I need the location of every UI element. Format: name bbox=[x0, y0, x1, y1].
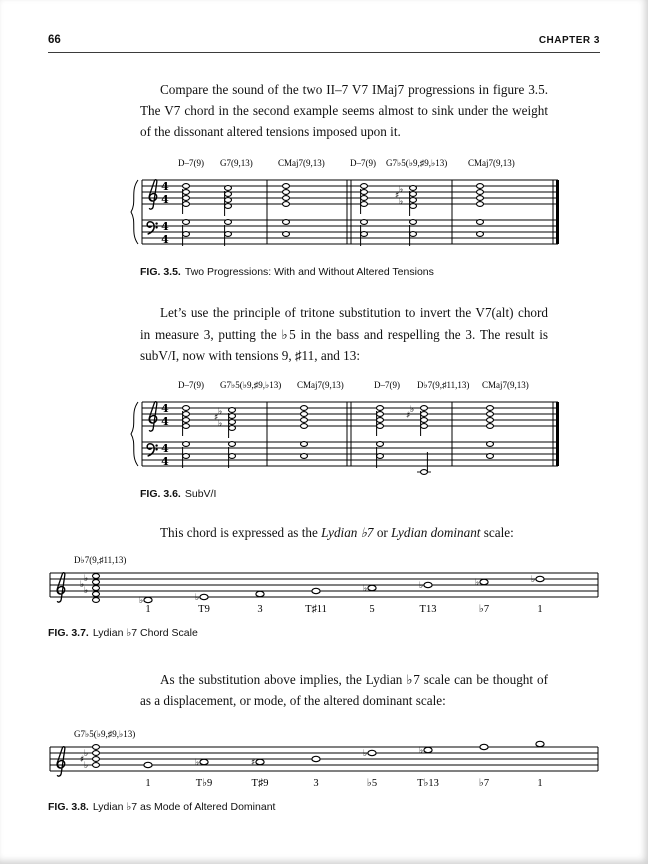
svg-text:♭: ♭ bbox=[363, 583, 368, 594]
chord-symbol: G7♭5(♭9,♯9,♭13) bbox=[220, 379, 282, 390]
treble-clef bbox=[149, 401, 157, 430]
svg-text:♯: ♯ bbox=[406, 410, 411, 421]
svg-text:♭: ♭ bbox=[218, 406, 223, 417]
term-lydian-dominant: Lydian dominant bbox=[391, 524, 481, 540]
chord-symbol: CMaj7(9,13) bbox=[482, 379, 529, 390]
svg-text:T♭13: T♭13 bbox=[417, 778, 439, 790]
svg-text:♭: ♭ bbox=[84, 573, 89, 584]
svg-text:4: 4 bbox=[161, 180, 169, 194]
chord-symbol: D–7(9) bbox=[178, 379, 204, 390]
chord-symbol: D♭7(9,♯11,13) bbox=[417, 379, 470, 390]
treble-clef bbox=[149, 180, 157, 209]
degree-labels bbox=[145, 603, 542, 615]
svg-text:T9: T9 bbox=[198, 603, 210, 615]
svg-text:4: 4 bbox=[161, 233, 169, 247]
svg-text:4: 4 bbox=[161, 414, 169, 428]
svg-text:♭: ♭ bbox=[419, 746, 424, 757]
fig37-notation bbox=[44, 553, 604, 617]
svg-text:T♯9: T♯9 bbox=[251, 778, 269, 790]
svg-text:♭: ♭ bbox=[363, 749, 368, 760]
figure-3-7 bbox=[44, 553, 648, 639]
fig38-notation bbox=[44, 727, 604, 791]
svg-text:T13: T13 bbox=[419, 603, 437, 615]
header-rule bbox=[48, 52, 600, 53]
svg-text:♭: ♭ bbox=[80, 579, 85, 590]
svg-text:♯: ♯ bbox=[80, 755, 85, 766]
paragraph-2: Let’s use the principle of tritone substitution to invert the V7(alt) chord in measure 3, putting the ♭5 in the bass and respelling the 3. The result is subV/I, now with tensions 9, ♯11, and 13: bbox=[140, 305, 548, 363]
svg-text:♭: ♭ bbox=[475, 577, 480, 588]
svg-text:♭7: ♭7 bbox=[478, 778, 490, 790]
chord-symbol: G7♭5(♭9,♯9,♭13) bbox=[386, 158, 448, 169]
chord-voicing bbox=[80, 745, 100, 771]
svg-text:♭: ♭ bbox=[419, 580, 424, 591]
chord-symbol: D–7(9) bbox=[374, 379, 400, 390]
chord-symbol: G7♭5(♭9,♯9,♭13) bbox=[74, 729, 136, 740]
svg-text:♭5: ♭5 bbox=[366, 778, 378, 790]
paragraph-3: This chord is expressed as the Lydian ♭7 or Lydian dominant scale: bbox=[160, 524, 514, 540]
grand-staff-brace bbox=[131, 402, 138, 466]
svg-text:1: 1 bbox=[145, 778, 151, 790]
svg-text:4: 4 bbox=[161, 193, 169, 207]
fig37-caption: FIG. 3.7. Lydian ♭7 Chord Scale bbox=[48, 626, 198, 639]
svg-text:4: 4 bbox=[161, 441, 169, 455]
svg-text:♭: ♭ bbox=[139, 595, 144, 606]
svg-text:♭: ♭ bbox=[218, 418, 223, 429]
chord-symbol: D♭7(9,♯11,13) bbox=[74, 554, 127, 565]
svg-text:♭: ♭ bbox=[84, 761, 89, 772]
svg-text:1: 1 bbox=[145, 603, 151, 615]
svg-text:♯: ♯ bbox=[395, 191, 400, 202]
fig35-caption: FIG. 3.5. Two Progressions: With and Without Altered Tensions bbox=[140, 266, 434, 279]
svg-text:1: 1 bbox=[537, 778, 543, 790]
chord-symbol: D–7(9) bbox=[178, 158, 204, 169]
page-header bbox=[48, 34, 600, 46]
chord-symbol: CMaj7(9,13) bbox=[297, 379, 344, 390]
chord-symbol: CMaj7(9,13) bbox=[468, 158, 515, 169]
svg-text:3: 3 bbox=[257, 603, 263, 615]
paragraph-4: As the substitution above implies, the Lydian ♭7 scale can be thought of as a displacement, or mode, of the altered dominant scale: bbox=[140, 671, 548, 708]
scale-notes bbox=[144, 741, 544, 768]
svg-text:4: 4 bbox=[161, 454, 169, 468]
chord-voicing bbox=[80, 573, 100, 602]
fig36-caption: FIG. 3.6. SubV/I bbox=[140, 487, 217, 500]
treble-clef bbox=[57, 573, 65, 602]
svg-text:4: 4 bbox=[161, 220, 169, 234]
svg-text:♭: ♭ bbox=[410, 404, 415, 415]
svg-text:♯: ♯ bbox=[251, 758, 256, 769]
svg-text:♭7: ♭7 bbox=[478, 603, 490, 615]
svg-text:♭: ♭ bbox=[531, 574, 536, 585]
degree-labels bbox=[145, 777, 542, 789]
svg-text:5: 5 bbox=[369, 603, 375, 615]
chord-symbol: G7(9,13) bbox=[220, 158, 253, 169]
fig36-notation bbox=[128, 378, 568, 478]
svg-text:♭: ♭ bbox=[399, 197, 404, 208]
figure-3-5 bbox=[128, 156, 648, 278]
chord-symbol: CMaj7(9,13) bbox=[278, 158, 325, 169]
chapter-label: CHAPTER 3 bbox=[538, 35, 600, 46]
fig35-notation bbox=[128, 156, 568, 256]
svg-text:♯: ♯ bbox=[214, 412, 219, 423]
figure-3-8 bbox=[44, 727, 648, 813]
svg-text:♭: ♭ bbox=[195, 758, 200, 769]
svg-text:T♯11: T♯11 bbox=[305, 603, 327, 615]
figure-3-6 bbox=[128, 378, 648, 500]
chord-symbol: D–7(9) bbox=[350, 158, 376, 169]
svg-text:♭: ♭ bbox=[84, 585, 89, 596]
paragraph-1: Compare the sound of the two II–7 V7 IMaj7 progressions in figure 3.5. The V7 chord in the second example seems almost to sink under the weight of the dissonant altered tensions imposed upon it. bbox=[140, 82, 548, 140]
svg-text:♭: ♭ bbox=[399, 185, 404, 196]
svg-text:3: 3 bbox=[313, 778, 319, 790]
svg-text:♭: ♭ bbox=[84, 749, 89, 760]
svg-text:♭: ♭ bbox=[195, 592, 200, 603]
notes bbox=[183, 405, 494, 474]
svg-text:1: 1 bbox=[537, 603, 543, 615]
treble-clef bbox=[57, 747, 65, 776]
scale-notes bbox=[139, 575, 544, 606]
term-lydian-b7: Lydian ♭7 bbox=[321, 524, 374, 540]
svg-text:4: 4 bbox=[161, 401, 169, 415]
page-number: 66 bbox=[48, 34, 61, 46]
notes bbox=[183, 184, 484, 246]
svg-text:T♭9: T♭9 bbox=[195, 778, 213, 790]
fig38-caption: FIG. 3.8. Lydian ♭7 as Mode of Altered Dominant bbox=[48, 801, 276, 814]
grand-staff-brace bbox=[131, 180, 138, 244]
